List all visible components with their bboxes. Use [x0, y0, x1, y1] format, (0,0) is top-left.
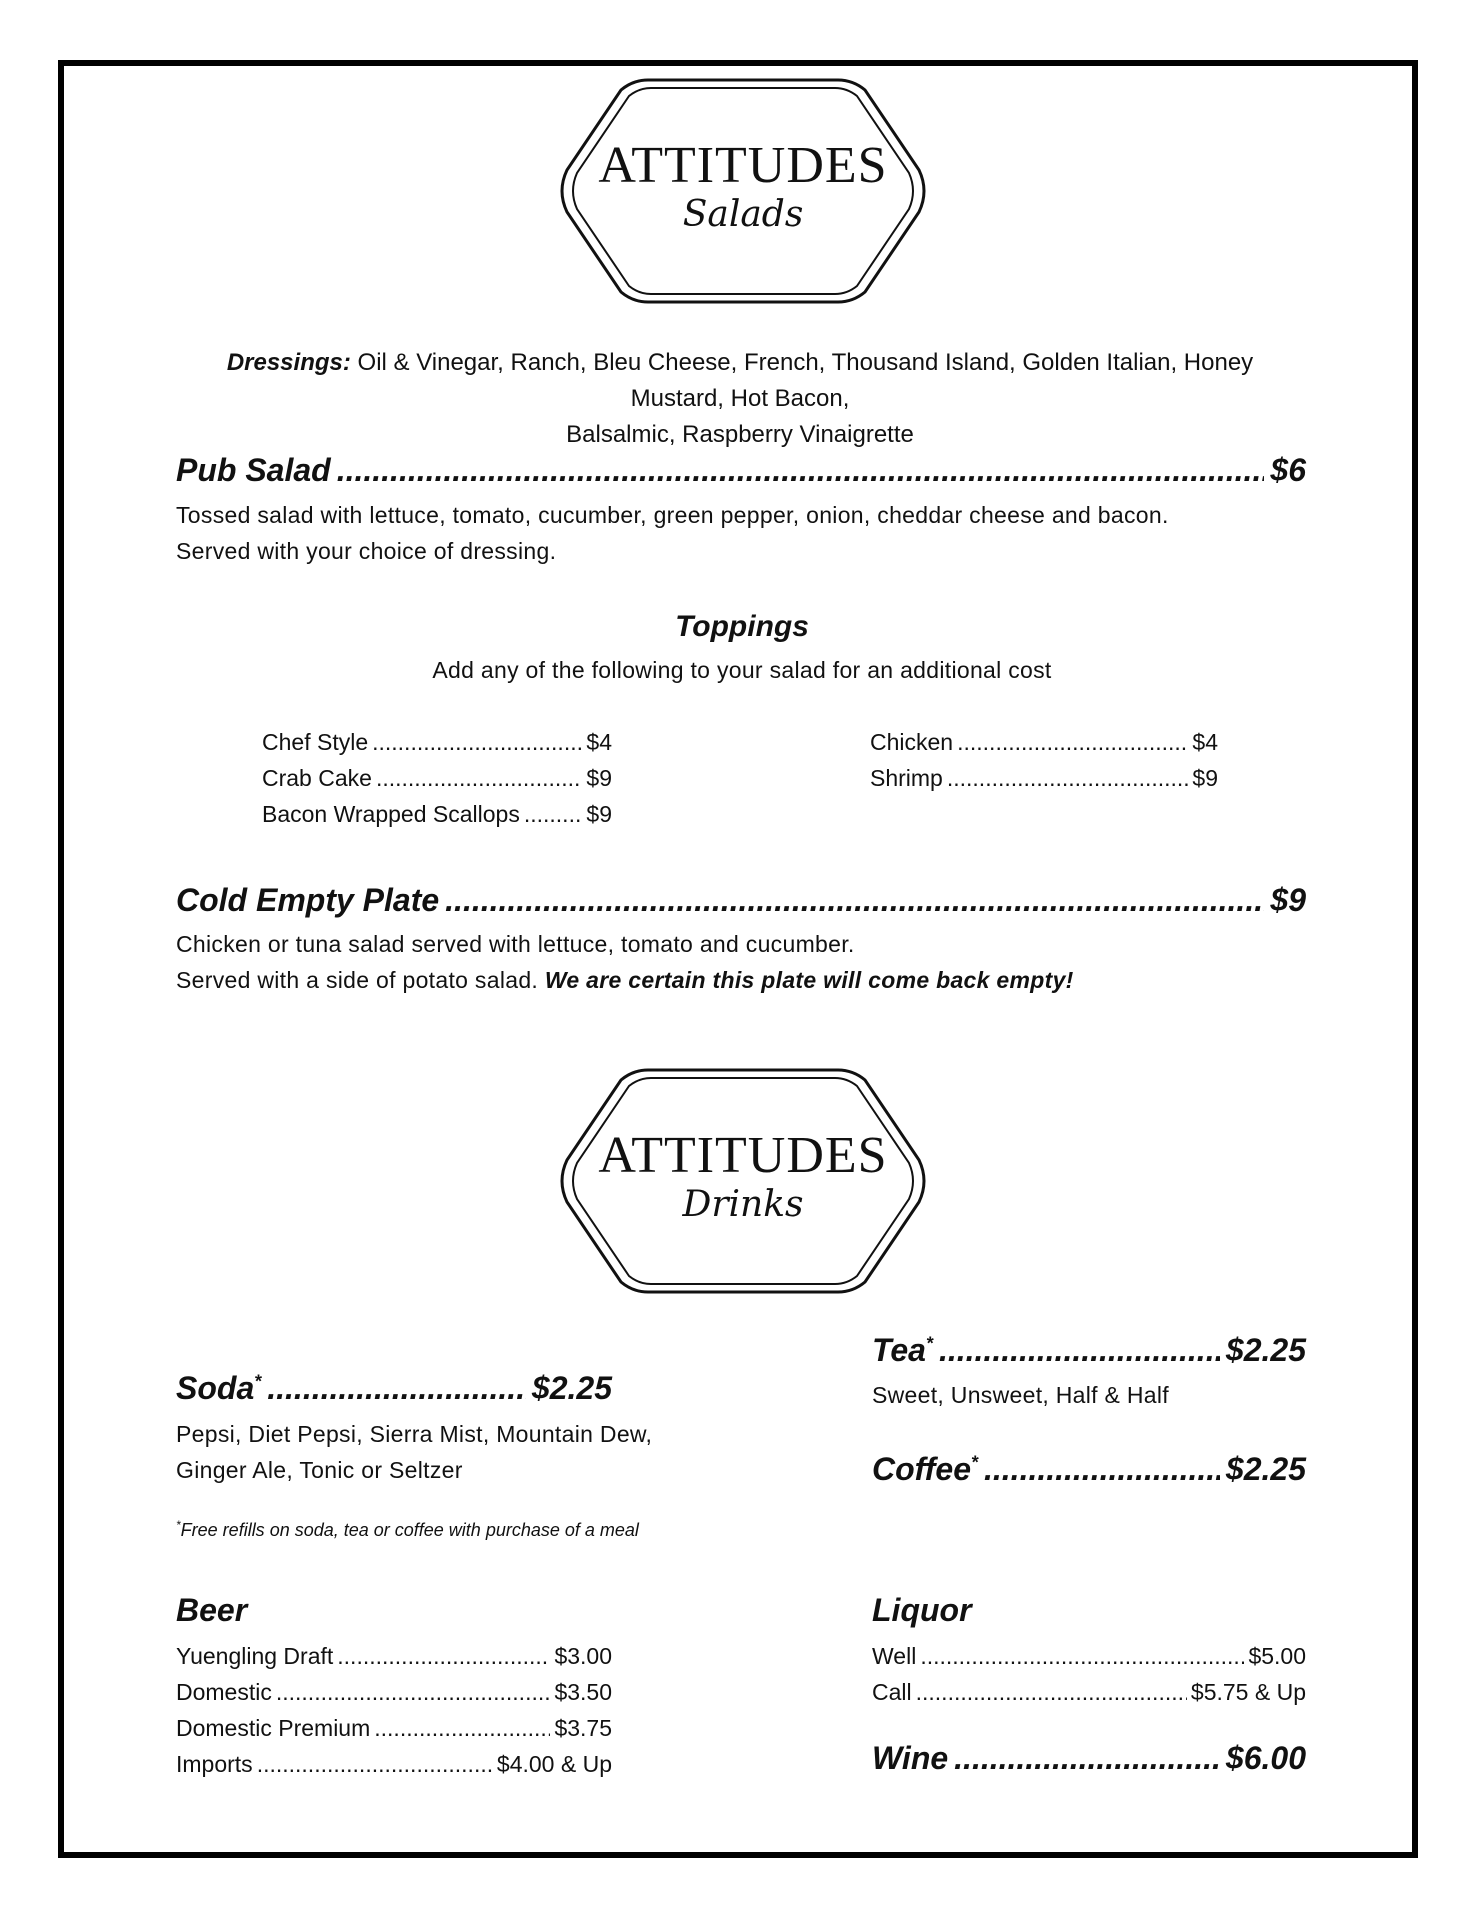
toppings-left-list — [262, 724, 612, 832]
leader-dots — [984, 1451, 1220, 1488]
dressings-label: Dressings: — [226, 349, 351, 376]
list-item: Chicken ..... $4 — [870, 724, 1218, 760]
dressings-line-1: Oil & Vinegar, Ranch, Bleu Cheese, French, Thousand Island, Golden Italian, Honey Mustard, Hot Bacon, — [357, 349, 1254, 412]
list-item: Domestic ..... $3.50 — [176, 1674, 612, 1710]
logo-wordmark: ATTITUDES — [598, 1127, 888, 1184]
leader-dots — [939, 1332, 1220, 1369]
pub-salad-name: Pub Salad — [176, 452, 331, 488]
soda-desc-line-2: Ginger Ale, Tonic or Seltzer — [176, 1457, 463, 1483]
list-item: Bacon Wrapped Scallops ..... $9 — [262, 796, 612, 832]
list-item: Crab Cake ..... $9 — [262, 760, 612, 796]
soda-description — [176, 1416, 652, 1488]
beer-title: Beer — [176, 1592, 248, 1628]
toppings-right-list — [870, 724, 1218, 796]
list-item: Yuengling Draft ..... $3.00 — [176, 1638, 612, 1674]
liquor-list — [872, 1638, 1306, 1710]
list-item: Shrimp ..... $9 — [870, 760, 1218, 796]
cold-plate-description — [176, 926, 1074, 998]
list-item: Chef Style ..... $4 — [262, 724, 612, 760]
logo-subtitle: Drinks — [682, 1184, 804, 1225]
pub-salad-heading — [176, 452, 1306, 489]
drinks-logo — [553, 1066, 933, 1296]
pub-salad-desc-line-2: Served with your choice of dressing. — [176, 538, 557, 564]
liquor-title: Liquor — [872, 1592, 972, 1628]
list-item: Well ..... $5.00 — [872, 1638, 1306, 1674]
tea-description: Sweet, Unsweet, Half & Half — [872, 1382, 1169, 1408]
list-item: Domestic Premium ..... $3.75 — [176, 1710, 612, 1746]
leader-dots — [954, 1740, 1220, 1777]
tea-heading: Tea* ..... $2.25 — [872, 1332, 1306, 1369]
tea-name: Tea — [872, 1332, 926, 1368]
wine-name: Wine — [872, 1740, 949, 1776]
coffee-price: $2.25 — [1225, 1451, 1306, 1487]
dressings-list — [190, 345, 1290, 453]
cold-plate-desc-line-1: Chicken or tuna salad served with lettuce, tomato and cucumber. — [176, 931, 855, 957]
list-item: Imports ..... $4.00 & Up — [176, 1746, 612, 1782]
coffee-name: Coffee — [872, 1451, 971, 1487]
coffee-heading: Coffee* ..... $2.25 — [872, 1451, 1306, 1488]
tea-price: $2.25 — [1225, 1332, 1306, 1368]
logo-subtitle: Salads — [682, 194, 804, 235]
leader-dots — [267, 1370, 526, 1407]
soda-heading: Soda* ..... $2.25 — [176, 1370, 612, 1407]
refill-footnote: *Free refills on soda, tea or coffee with purchase of a meal — [176, 1518, 639, 1540]
toppings-subtitle: Add any of the following to your salad for an additional cost — [432, 657, 1052, 683]
soda-desc-line-1: Pepsi, Diet Pepsi, Sierra Mist, Mountain Dew, — [176, 1421, 653, 1447]
list-item: Call ..... $5.75 & Up — [872, 1674, 1306, 1710]
beer-list — [176, 1638, 612, 1782]
logo-wordmark: ATTITUDES — [598, 137, 888, 194]
pub-salad-description — [176, 497, 1169, 569]
cold-plate-name: Cold Empty Plate — [176, 882, 440, 918]
soda-price: $2.25 — [531, 1370, 612, 1406]
soda-name: Soda — [176, 1370, 255, 1406]
pub-salad-price: $6 — [1270, 452, 1306, 488]
salads-logo — [553, 76, 933, 306]
pub-salad-desc-line-1: Tossed salad with lettuce, tomato, cucumber, green pepper, onion, cheddar cheese and bacon. — [176, 502, 1169, 528]
wine-price: $6.00 — [1225, 1740, 1306, 1776]
dressings-line-2: Balsalmic, Raspberry Vinaigrette — [566, 421, 914, 448]
cold-plate-price: $9 — [1270, 882, 1306, 918]
leader-dots — [337, 452, 1265, 489]
leader-dots — [445, 882, 1264, 919]
cold-plate-desc-line-2: Served with a side of potato salad. We are certain this plate will come back empty! — [176, 967, 1074, 993]
wine-heading — [872, 1740, 1306, 1777]
toppings-title: Toppings — [675, 610, 809, 643]
cold-plate-heading — [176, 882, 1306, 919]
